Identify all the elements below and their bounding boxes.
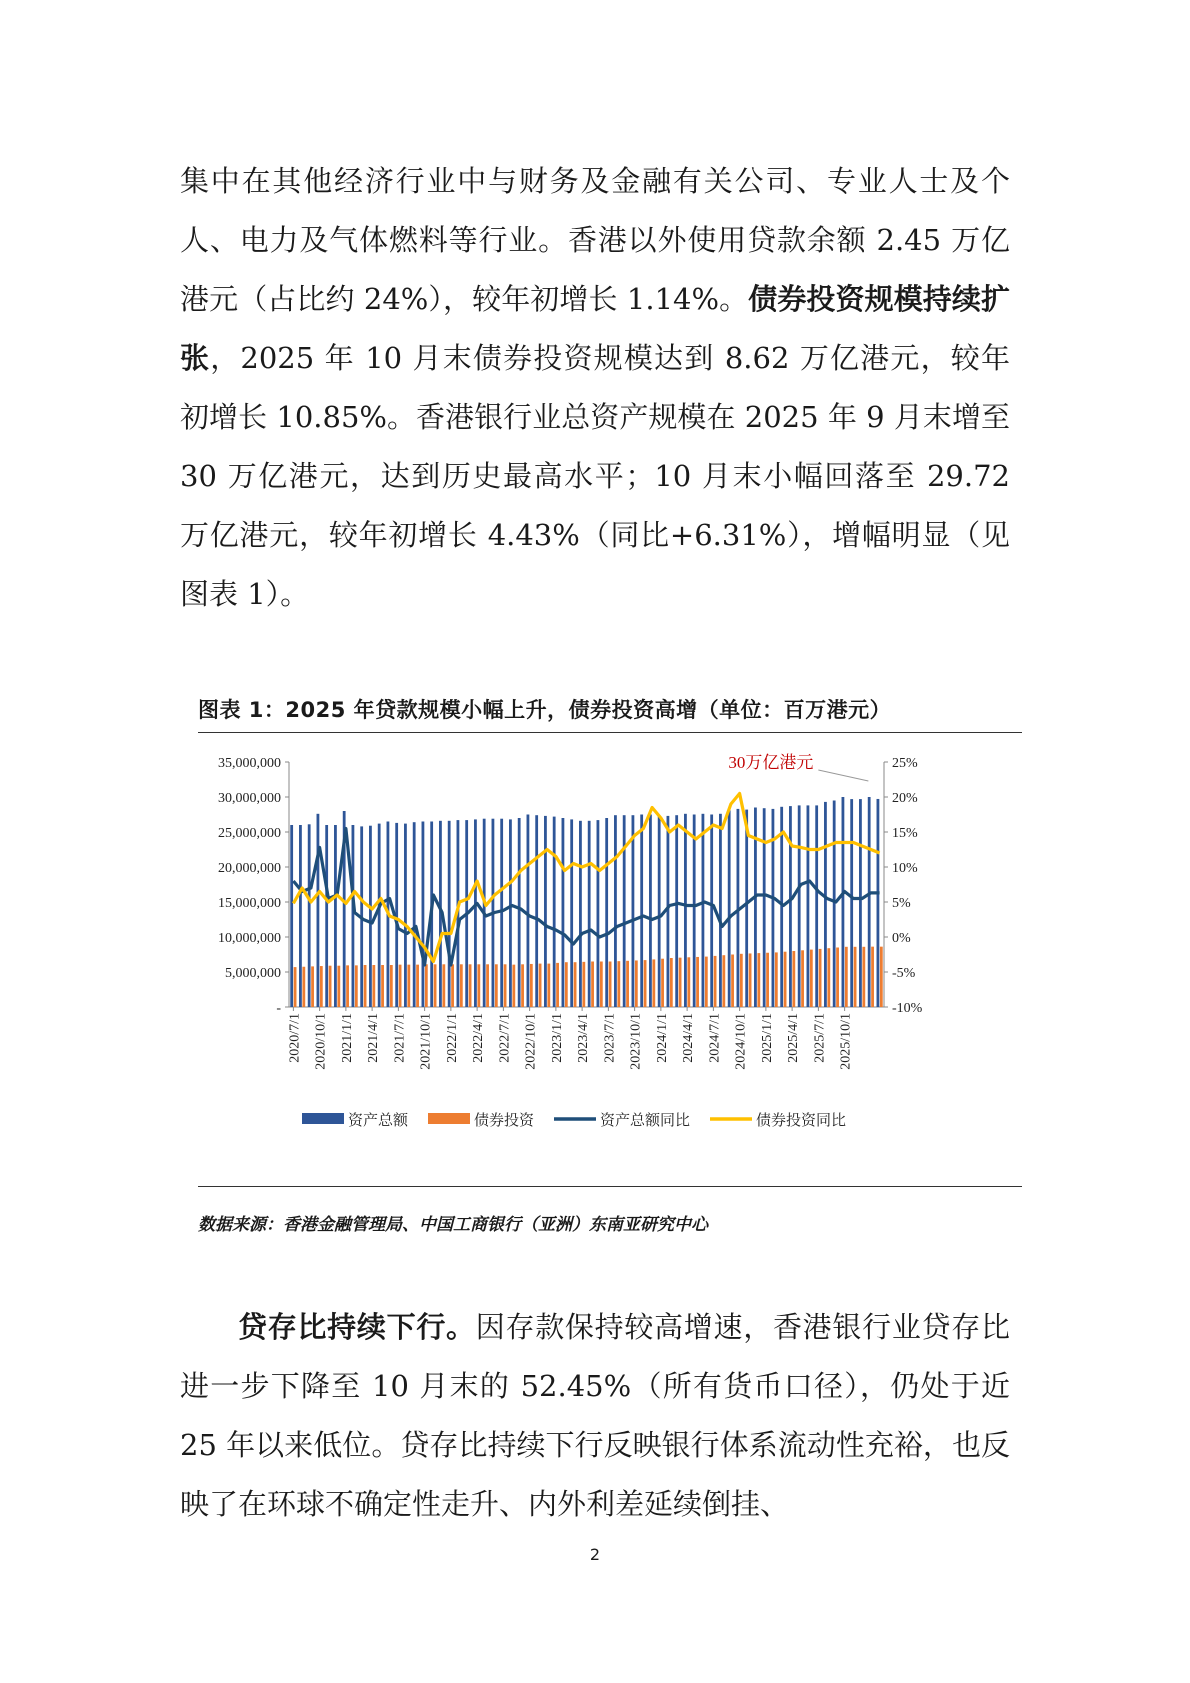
bar-bonds [810, 950, 813, 1007]
bar-bonds [469, 964, 472, 1007]
bar-bonds [617, 961, 620, 1007]
bar-assets [553, 817, 556, 1007]
bar-assets [413, 822, 416, 1007]
right-tick-label: -10% [892, 1001, 923, 1016]
bar-bonds [836, 948, 839, 1008]
bar-assets [667, 816, 670, 1007]
bar-assets [684, 814, 687, 1007]
bar-bonds [722, 955, 725, 1007]
x-tick-label: 2022/7/1 [497, 1013, 513, 1063]
figure-chart [198, 740, 1022, 1180]
bar-bonds [819, 949, 822, 1007]
bar-bonds [486, 964, 489, 1007]
bar-assets [815, 805, 818, 1007]
bar-bonds [425, 964, 428, 1007]
x-tick-label: 2025/1/1 [759, 1013, 775, 1063]
bar-assets [588, 821, 591, 1007]
bar-assets [535, 815, 538, 1007]
bar-bonds [355, 965, 358, 1007]
left-tick-label: 5,000,000 [225, 966, 281, 981]
page-number: 2 [589, 1545, 601, 1564]
right-tick-label: 10% [892, 861, 918, 876]
bar-bonds [320, 966, 323, 1007]
bar-assets [562, 818, 565, 1007]
bar-assets [352, 825, 355, 1007]
right-tick-label: 0% [892, 931, 911, 946]
bar-bonds [434, 964, 437, 1007]
bar-assets [745, 810, 748, 1007]
x-tick-label: 2025/7/1 [812, 1013, 828, 1063]
bar-assets [290, 825, 293, 1007]
left-tick-label: 10,000,000 [218, 931, 281, 946]
bar-assets [728, 810, 731, 1007]
x-tick-label: 2024/4/1 [681, 1013, 697, 1063]
legend-label: 资产总额同比 [600, 1113, 691, 1129]
bar-bonds [626, 961, 629, 1007]
bar-bonds [504, 964, 507, 1007]
bar-assets [527, 815, 530, 1008]
x-tick-label: 2023/4/1 [576, 1013, 592, 1063]
bar-bonds [609, 962, 612, 1008]
left-tick-label: 35,000,000 [218, 756, 281, 771]
paragraph1-part1: 集中在其他经济行业中与财务及金融有关公司、专业人士及个人、电力及气体燃料等行业。香港以外使用贷款余额 2.45 万亿港元（占比约 24%），较年初增长 1.14%。 [180, 164, 1010, 316]
x-tick-label: 2023/1/1 [549, 1013, 565, 1063]
left-tick-label: 15,000,000 [218, 896, 281, 911]
bar-bonds [670, 958, 673, 1007]
x-tick-label: 2021/10/1 [418, 1013, 434, 1070]
bar-bonds [731, 955, 734, 1008]
bar-assets [675, 815, 678, 1007]
bar-bonds [364, 965, 367, 1007]
bar-bonds [740, 954, 743, 1007]
bar-assets [710, 815, 713, 1008]
figure-bottom-rule [198, 1186, 1022, 1187]
bar-assets [868, 797, 871, 1007]
bar-assets [702, 814, 705, 1007]
paragraph2-bold-phrase: 贷存比持续下行。 [238, 1310, 476, 1344]
bar-assets [658, 815, 661, 1007]
legend-swatch [302, 1113, 344, 1124]
bar-assets [597, 820, 600, 1007]
bar-bonds [451, 964, 454, 1007]
bar-bonds [539, 964, 542, 1007]
bar-bonds [399, 965, 402, 1007]
bar-assets [632, 815, 635, 1007]
bar-bonds [766, 953, 769, 1007]
x-tick-label: 2023/10/1 [628, 1013, 644, 1070]
bar-bonds [827, 948, 830, 1007]
bar-assets [570, 819, 573, 1007]
bar-bonds [302, 967, 305, 1007]
bar-bonds [407, 965, 410, 1007]
bar-bonds [792, 951, 795, 1007]
bar-assets [623, 815, 626, 1007]
x-tick-label: 2020/7/1 [287, 1013, 303, 1063]
bar-bonds [477, 964, 480, 1007]
figure-title: 图表 1：2025 年贷款规模小幅上升，债券投资高增（单位：百万港元） [198, 698, 892, 722]
bar-bonds [565, 962, 568, 1007]
bar-bonds [775, 952, 778, 1007]
x-tick-label: 2021/1/1 [339, 1013, 355, 1063]
left-tick-label: 20,000,000 [218, 861, 281, 876]
x-tick-label: 2021/4/1 [366, 1013, 382, 1063]
bar-bonds [460, 964, 463, 1007]
bar-assets [500, 819, 503, 1007]
x-tick-label: 2024/10/1 [733, 1013, 749, 1070]
bar-assets [798, 805, 801, 1007]
right-tick-label: 15% [892, 826, 918, 841]
bar-bonds [679, 958, 682, 1007]
bar-bonds [582, 962, 585, 1007]
annotation-leader-line [818, 770, 868, 781]
bar-assets [474, 819, 477, 1007]
bar-bonds [329, 966, 332, 1007]
body-paragraph-2 [180, 1298, 1010, 1534]
bar-assets [824, 802, 827, 1007]
bar-assets [859, 799, 862, 1007]
right-tick-label: 20% [892, 791, 918, 806]
x-tick-label: 2025/10/1 [838, 1013, 854, 1070]
bar-bonds [862, 947, 865, 1007]
bar-bonds [556, 963, 559, 1007]
bar-assets [518, 818, 521, 1007]
bar-bonds [591, 962, 594, 1008]
bar-bonds [757, 953, 760, 1007]
bar-bonds [311, 966, 314, 1007]
bar-bonds [337, 966, 340, 1007]
bar-assets [509, 819, 512, 1007]
x-tick-label: 2022/1/1 [444, 1013, 460, 1063]
bar-bonds [880, 947, 883, 1007]
figure-source: 数据来源：香港金融管理局、中国工商银行（亚洲）东南亚研究中心 [198, 1215, 708, 1235]
bar-bonds [801, 950, 804, 1007]
bar-bonds [372, 965, 375, 1007]
paragraph2-rest: 因存款保持较高增速，香港银行业贷存比进一步下降至 10 月末的 52.45%（所有货币口径），仍处于近 25 年以来低位。贷存比持续下行反映银行体系流动性充裕，也反映了在环球不确定性走升、内外利差延续倒挂、 [180, 1310, 1010, 1521]
annotation-label: 30万亿港元 [728, 753, 814, 772]
x-tick-label: 2023/7/1 [602, 1013, 618, 1063]
bar-assets [544, 816, 547, 1007]
legend-label: 债券投资同比 [756, 1113, 847, 1129]
bar-bonds [442, 964, 445, 1007]
bar-bonds [661, 959, 664, 1007]
x-tick-label: 2025/4/1 [786, 1013, 802, 1063]
bar-assets [325, 825, 328, 1007]
bar-assets [763, 808, 766, 1007]
bar-bonds [644, 960, 647, 1007]
bar-assets [448, 821, 451, 1007]
bar-bonds [512, 965, 515, 1007]
legend-swatch [428, 1113, 470, 1124]
legend-label: 债券投资 [474, 1113, 535, 1129]
right-tick-label: 25% [892, 756, 918, 771]
bar-assets [693, 815, 696, 1008]
bar-bonds [749, 953, 752, 1007]
bar-bonds [390, 965, 393, 1007]
bar-assets [719, 814, 722, 1007]
bar-assets [833, 801, 836, 1008]
bar-assets [299, 825, 302, 1007]
bar-bonds [574, 962, 577, 1007]
bar-assets [842, 797, 845, 1007]
bar-bonds [652, 959, 655, 1007]
bar-bonds [845, 947, 848, 1007]
bar-assets [789, 806, 792, 1007]
bar-assets [807, 805, 810, 1007]
bar-assets [579, 821, 582, 1007]
bar-assets [850, 799, 853, 1007]
bar-bonds [381, 965, 384, 1007]
paragraph1-part2: ，2025 年 10 月末债券投资规模达到 8.62 万亿港元，较年初增长 10.85%。香港银行业总资产规模在 2025 年 9 月末增至 30 万亿港元，达到历史最高水平；10 月末小幅回落至 29.72 万亿港元，较年初增长 4.43%（同比+6.31%），增幅明显（见图表 1）。 [180, 341, 1010, 611]
bar-bonds [854, 947, 857, 1007]
x-tick-label: 2020/10/1 [313, 1013, 329, 1070]
bar-bonds [714, 956, 717, 1007]
bar-assets [649, 815, 652, 1008]
bar-assets [378, 824, 381, 1007]
bar-assets [334, 825, 337, 1007]
left-tick-label: 30,000,000 [218, 791, 281, 806]
left-tick-label: 25,000,000 [218, 826, 281, 841]
bar-bonds [600, 962, 603, 1008]
bar-bonds [530, 964, 533, 1007]
bar-assets [614, 815, 617, 1007]
x-tick-label: 2022/10/1 [523, 1013, 539, 1070]
bar-bonds [687, 957, 690, 1007]
bar-bonds [784, 952, 787, 1007]
bar-assets [640, 815, 643, 1008]
bar-bonds [547, 964, 550, 1007]
bar-assets [877, 799, 880, 1007]
bar-assets [308, 824, 311, 1007]
bar-bonds [696, 957, 699, 1007]
right-tick-label: 5% [892, 896, 911, 911]
x-tick-label: 2021/7/1 [392, 1013, 408, 1063]
bar-assets [422, 822, 425, 1008]
left-tick-label: - [276, 1001, 281, 1016]
x-tick-label: 2024/7/1 [707, 1013, 723, 1063]
x-tick-label: 2024/1/1 [654, 1013, 670, 1063]
bar-bonds [294, 967, 297, 1007]
bar-assets [605, 818, 608, 1007]
bar-assets [369, 826, 372, 1007]
paragraph1-bold-phrase: 债券投资规模持续扩张 [180, 282, 1010, 375]
bar-assets [317, 814, 320, 1007]
bar-bonds [346, 965, 349, 1007]
right-tick-label: -5% [892, 966, 916, 981]
bar-bonds [521, 964, 524, 1007]
bar-bonds [495, 964, 498, 1007]
bar-bonds [635, 960, 638, 1007]
bar-bonds [705, 957, 708, 1007]
figure-top-rule [198, 732, 1022, 733]
bar-bonds [416, 965, 419, 1007]
bar-assets [404, 824, 407, 1007]
bar-bonds [871, 947, 874, 1007]
legend-label: 资产总额 [348, 1113, 409, 1129]
body-paragraph-1 [180, 152, 1010, 624]
x-tick-label: 2022/4/1 [471, 1013, 487, 1063]
